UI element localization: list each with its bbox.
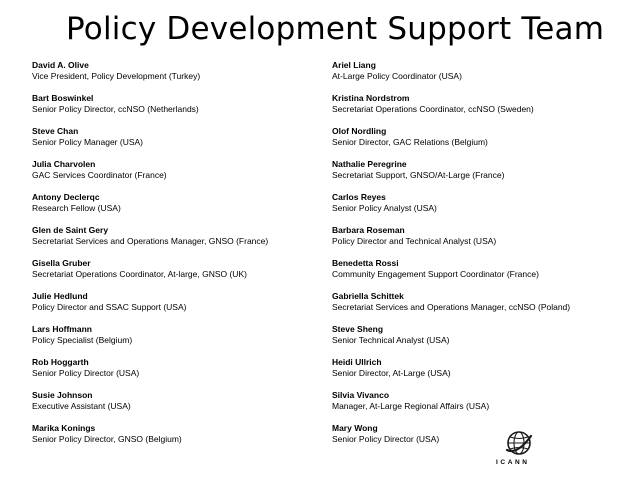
staff-entry [32,225,327,258]
staff-name: Steve Chan [32,126,79,136]
icann-logo [490,428,550,470]
staff-entry [32,390,327,423]
staff-entry [332,258,627,291]
staff-name: Mary Wong [332,423,378,433]
staff-role: Research Fellow (USA) [32,202,121,213]
staff-entry [32,258,327,291]
staff-role: Community Engagement Support Coordinator (France) [332,268,539,279]
staff-entry [32,60,327,93]
staff-entry [332,291,627,324]
staff-entry [332,60,627,93]
staff-role: Policy Director and SSAC Support (USA) [32,301,187,312]
staff-name: Steve Sheng [332,324,384,334]
staff-entry [332,423,627,456]
staff-name: Carlos Reyes [332,192,386,202]
staff-name: David A. Olive [32,60,89,70]
staff-entry [32,291,327,324]
staff-role: Policy Director and Technical Analyst (USA) [332,235,497,246]
staff-entry [332,225,627,258]
staff-name: Benedetta Rossi [332,258,399,268]
staff-role: Secretariat Services and Operations Manager, GNSO (France) [32,235,269,246]
staff-entry [32,159,327,192]
logo-text: ICANN [496,459,530,466]
staff-entry [32,357,327,390]
staff-name: Kristina Nordstrom [332,93,410,103]
staff-name: Rob Hoggarth [32,357,89,367]
staff-name: Antony Declerqc [32,192,100,202]
staff-entry [32,423,327,456]
staff-role: Secretariat Operations Coordinator, At-large, GNSO (UK) [32,268,247,279]
staff-name: Heidi Ullrich [332,357,382,367]
staff-role: Senior Policy Director, ccNSO (Netherlands) [32,103,199,114]
staff-role: Senior Policy Manager (USA) [32,136,144,147]
page-title: Policy Development Support Team [66,11,605,47]
staff-role: Executive Assistant (USA) [32,400,131,411]
staff-name: Nathalie Peregrine [332,159,407,169]
staff-role: Senior Policy Director (USA) [332,433,440,444]
staff-role: Senior Technical Analyst (USA) [332,334,450,345]
staff-name: Julia Charvolen [32,159,96,169]
staff-name: Gabriella Schittek [332,291,404,301]
staff-entry [332,324,627,357]
staff-entry [32,126,327,159]
staff-role: Secretariat Support, GNSO/At-Large (France) [332,169,505,180]
staff-role: Secretariat Operations Coordinator, ccNSO (Sweden) [332,103,534,114]
staff-name: Ariel Liang [332,60,376,70]
staff-entry [32,324,327,357]
staff-role: Senior Policy Analyst (USA) [332,202,437,213]
staff-name: Susie Johnson [32,390,93,400]
staff-entry [332,93,627,126]
staff-role: Senior Director, At-Large (USA) [332,367,451,378]
staff-name: Lars Hoffmann [32,324,92,334]
staff-role: Senior Policy Director, GNSO (Belgium) [32,433,182,444]
staff-role: At-Large Policy Coordinator (USA) [332,70,462,81]
right-staff-column [332,60,627,456]
staff-name: Olof Nordling [332,126,387,136]
staff-entry [332,357,627,390]
staff-role: Vice President, Policy Development (Turkey) [32,70,201,81]
staff-name: Barbara Roseman [332,225,405,235]
staff-role: Senior Director, GAC Relations (Belgium) [332,136,488,147]
staff-entry [332,390,627,423]
left-staff-column [32,60,327,456]
staff-role: Policy Specialist (Belgium) [32,334,133,345]
staff-role: Secretariat Services and Operations Manager, ccNSO (Poland) [332,301,571,312]
staff-name: Julie Hedlund [32,291,88,301]
staff-name: Marika Konings [32,423,96,433]
globe-icon [504,428,534,458]
staff-entry [332,126,627,159]
staff-name: Glen de Saint Gery [32,225,109,235]
staff-entry [32,192,327,225]
staff-name: Gisella Gruber [32,258,91,268]
staff-entry [332,192,627,225]
staff-entry [332,159,627,192]
staff-name: Bart Boswinkel [32,93,94,103]
staff-entry [32,93,327,126]
staff-role: Senior Policy Director (USA) [32,367,140,378]
staff-role: GAC Services Coordinator (France) [32,169,167,180]
staff-name: Silvia Vivanco [332,390,390,400]
staff-role: Manager, At-Large Regional Affairs (USA) [332,400,490,411]
